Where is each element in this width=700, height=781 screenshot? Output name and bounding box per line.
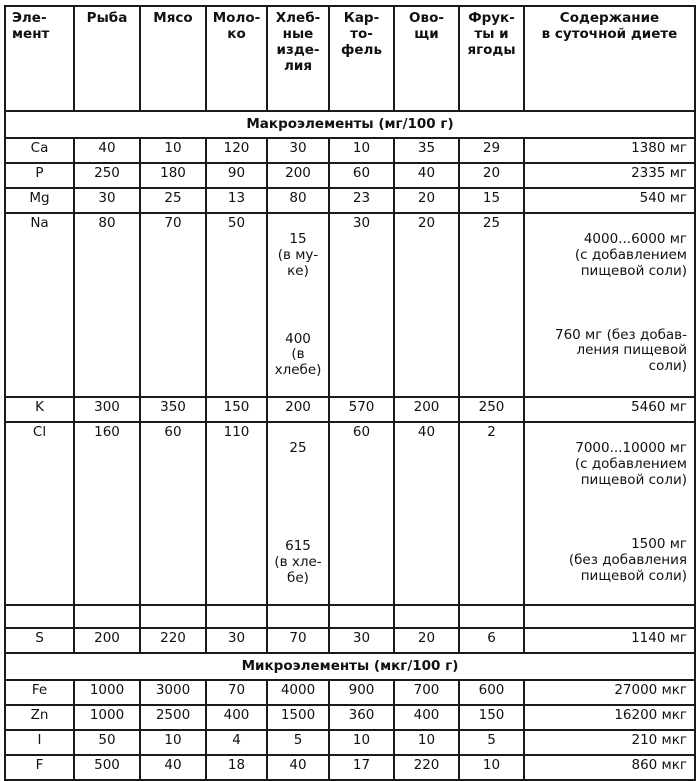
section-title-macro: Макроэлементы (мг/100 г) — [5, 111, 695, 138]
cell-meat: 25 — [140, 188, 206, 213]
bread-value-flour: 15 (в му- ке) — [277, 230, 319, 279]
cell-bread: 80 — [267, 188, 329, 213]
diet-value-with-salt: 4000...6000 мг (с добавлением пищевой соли) — [574, 230, 687, 279]
cell-fish: 500 — [74, 755, 140, 780]
cell-potato: 10 — [329, 730, 394, 755]
cell-potato: 30 — [329, 213, 394, 397]
cell-element: F — [5, 755, 74, 780]
cell-fish: 80 — [74, 213, 140, 397]
table-row-s — [5, 628, 695, 653]
nutrient-table — [4, 5, 696, 781]
header-vegetables: Ово- щи — [394, 6, 459, 111]
header-meat: Мясо — [140, 6, 206, 111]
header-milk: Моло- ко — [206, 6, 267, 111]
cell-meat: 60 — [140, 422, 206, 604]
nutrient-table-wrapper — [4, 5, 696, 781]
cell-fruits: 20 — [459, 163, 524, 188]
cell-empty — [267, 605, 329, 628]
cell-fruits: 25 — [459, 213, 524, 397]
header-row — [5, 6, 695, 111]
table-row-na — [5, 213, 695, 397]
cell-potato: 17 — [329, 755, 394, 780]
cell-element: S — [5, 628, 74, 653]
header-fruits: Фрук- ты и ягоды — [459, 6, 524, 111]
cell-vegetables: 40 — [394, 422, 459, 604]
cell-empty — [206, 605, 267, 628]
cell-empty — [459, 605, 524, 628]
cell-milk: 90 — [206, 163, 267, 188]
cell-milk: 70 — [206, 680, 267, 705]
cell-vegetables: 220 — [394, 755, 459, 780]
header-bread: Хлеб- ные изде- лия — [267, 6, 329, 111]
cell-fish: 1000 — [74, 680, 140, 705]
bread-value-flour: 25 — [289, 440, 307, 457]
cell-element: Cl — [5, 422, 74, 604]
cell-diet: 5460 мг — [524, 397, 695, 422]
cell-element: Fe — [5, 680, 74, 705]
spacer — [527, 505, 687, 521]
bread-value-loaf: 615 (в хле- бе) — [274, 537, 322, 586]
cell-bread: 1500 — [267, 705, 329, 730]
header-fish: Рыба — [74, 6, 140, 111]
cell-meat: 2500 — [140, 705, 206, 730]
cell-empty — [524, 605, 695, 628]
cell-diet: 210 мкг — [524, 730, 695, 755]
cell-bread: 30 — [267, 138, 329, 163]
cell-meat: 10 — [140, 138, 206, 163]
cell-diet: 540 мг — [524, 188, 695, 213]
cell-fruits: 150 — [459, 705, 524, 730]
cell-element: I — [5, 730, 74, 755]
cell-bread: 40 — [267, 755, 329, 780]
cell-milk: 30 — [206, 628, 267, 653]
diet-value-with-salt: 7000...10000 мг (с добавлением пищевой соли) — [574, 440, 687, 488]
table-row-empty — [5, 605, 695, 628]
header-element: Эле- мент — [5, 6, 74, 111]
cell-vegetables: 20 — [394, 188, 459, 213]
cell-fruits: 29 — [459, 138, 524, 163]
diet-value-without-salt: 760 мг (без добав- ления пищевой соли) — [554, 326, 687, 375]
cell-fish: 200 — [74, 628, 140, 653]
cell-meat: 3000 — [140, 680, 206, 705]
spacer — [270, 296, 326, 316]
table-row-fe — [5, 680, 695, 705]
cell-vegetables: 40 — [394, 163, 459, 188]
cell-diet: 2335 мг — [524, 163, 695, 188]
table-row-mg — [5, 188, 695, 213]
cell-element: Ca — [5, 138, 74, 163]
cell-milk: 50 — [206, 213, 267, 397]
cell-potato: 900 — [329, 680, 394, 705]
table-row-p — [5, 163, 695, 188]
cell-empty — [394, 605, 459, 628]
cell-potato: 570 — [329, 397, 394, 422]
cell-vegetables: 10 — [394, 730, 459, 755]
cell-fish: 30 — [74, 188, 140, 213]
cell-potato: 360 — [329, 705, 394, 730]
cell-potato: 30 — [329, 628, 394, 653]
cell-meat: 350 — [140, 397, 206, 422]
cell-diet: 1140 мг — [524, 628, 695, 653]
section-row-macro — [5, 111, 695, 138]
cell-meat: 10 — [140, 730, 206, 755]
cell-bread — [267, 213, 329, 397]
cell-fish: 250 — [74, 163, 140, 188]
cell-diet — [524, 213, 695, 397]
cell-milk: 18 — [206, 755, 267, 780]
cell-meat: 40 — [140, 755, 206, 780]
cell-vegetables: 400 — [394, 705, 459, 730]
cell-bread: 4000 — [267, 680, 329, 705]
cell-bread: 5 — [267, 730, 329, 755]
cell-fruits: 5 — [459, 730, 524, 755]
bread-value-loaf: 400 (в хлебе) — [274, 330, 322, 379]
cell-empty — [140, 605, 206, 628]
spacer — [527, 296, 687, 312]
table-row-cl — [5, 422, 695, 604]
cell-fish: 160 — [74, 422, 140, 604]
cell-diet: 27000 мкг — [524, 680, 695, 705]
cell-element: K — [5, 397, 74, 422]
cell-potato: 60 — [329, 163, 394, 188]
cell-vegetables: 200 — [394, 397, 459, 422]
cell-bread: 70 — [267, 628, 329, 653]
cell-element: Zn — [5, 705, 74, 730]
cell-bread: 200 — [267, 163, 329, 188]
cell-fish: 300 — [74, 397, 140, 422]
cell-milk: 13 — [206, 188, 267, 213]
cell-diet — [524, 422, 695, 604]
cell-meat: 180 — [140, 163, 206, 188]
cell-bread — [267, 422, 329, 604]
cell-bread: 200 — [267, 397, 329, 422]
table-row-zn — [5, 705, 695, 730]
cell-diet: 860 мкг — [524, 755, 695, 780]
cell-milk: 150 — [206, 397, 267, 422]
header-diet: Содержание в суточной диете — [524, 6, 695, 111]
cell-empty — [74, 605, 140, 628]
table-row-i — [5, 730, 695, 755]
cell-fish: 40 — [74, 138, 140, 163]
spacer — [270, 473, 326, 523]
cell-milk: 4 — [206, 730, 267, 755]
section-row-micro — [5, 653, 695, 680]
cell-element: Na — [5, 213, 74, 397]
cell-meat: 220 — [140, 628, 206, 653]
cell-empty — [5, 605, 74, 628]
cell-milk: 110 — [206, 422, 267, 604]
cell-vegetables: 700 — [394, 680, 459, 705]
section-title-micro: Микроэлементы (мкг/100 г) — [5, 653, 695, 680]
cell-vegetables: 20 — [394, 213, 459, 397]
cell-element: P — [5, 163, 74, 188]
cell-diet: 16200 мкг — [524, 705, 695, 730]
cell-milk: 120 — [206, 138, 267, 163]
cell-fruits: 600 — [459, 680, 524, 705]
cell-fish: 50 — [74, 730, 140, 755]
cell-empty — [329, 605, 394, 628]
cell-vegetables: 20 — [394, 628, 459, 653]
cell-fruits: 2 — [459, 422, 524, 604]
cell-fish: 1000 — [74, 705, 140, 730]
table-row-ca — [5, 138, 695, 163]
cell-diet: 1380 мг — [524, 138, 695, 163]
table-row-k — [5, 397, 695, 422]
cell-fruits: 15 — [459, 188, 524, 213]
cell-fruits: 250 — [459, 397, 524, 422]
cell-vegetables: 35 — [394, 138, 459, 163]
table-row-f — [5, 755, 695, 780]
diet-value-without-salt: 1500 мг (без добавления пищевой соли) — [568, 535, 687, 584]
cell-milk: 400 — [206, 705, 267, 730]
cell-potato: 23 — [329, 188, 394, 213]
header-potato: Кар- то- фель — [329, 6, 394, 111]
cell-element: Mg — [5, 188, 74, 213]
cell-fruits: 6 — [459, 628, 524, 653]
cell-fruits: 10 — [459, 755, 524, 780]
cell-potato: 10 — [329, 138, 394, 163]
cell-potato: 60 — [329, 422, 394, 604]
cell-meat: 70 — [140, 213, 206, 397]
